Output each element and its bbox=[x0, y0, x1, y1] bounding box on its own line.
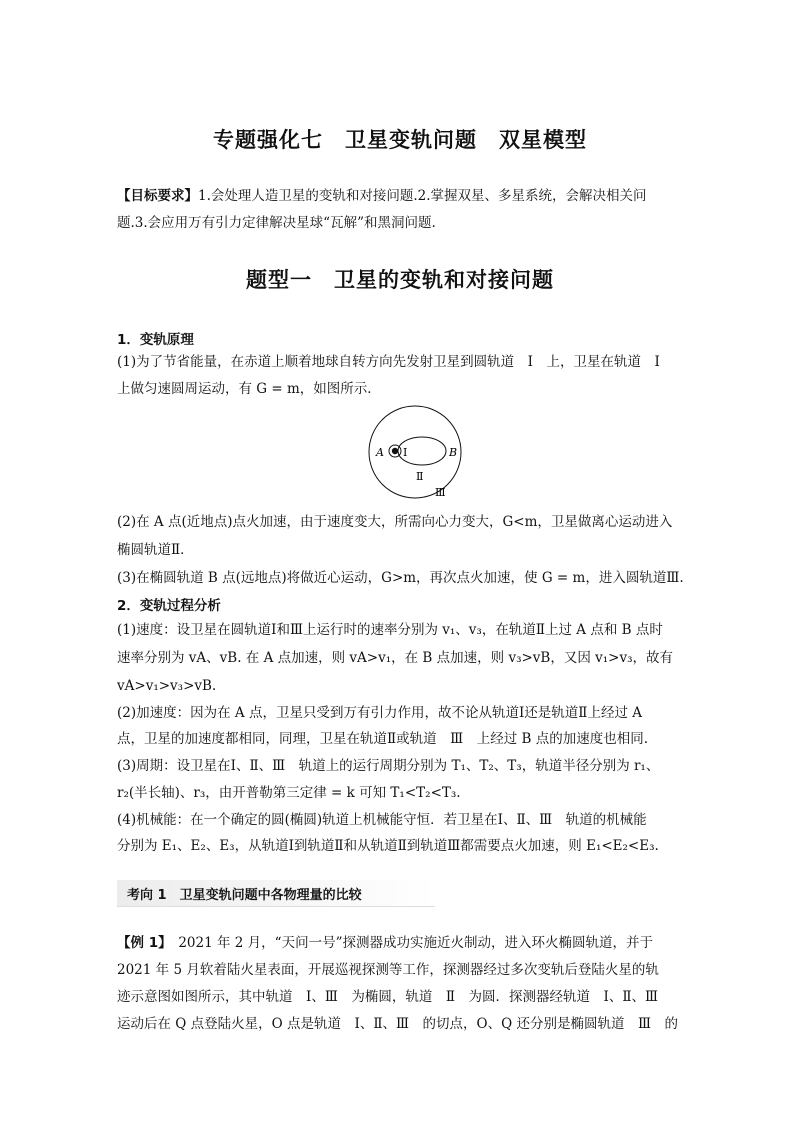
objectives-line-1 bbox=[117, 186, 687, 206]
page-title: 专题强化七 卫星变轨问题 双星模型 bbox=[213, 128, 587, 152]
example-line-2: 2021 年 5 月软着陆火星表面，开展巡视探测等工作，探测器经过多次变轨后登陆火星的轨 bbox=[117, 962, 659, 978]
energy-line-2: 分别为 E₁、E₂、E₃，从轨道Ⅰ到轨道Ⅱ和从轨道Ⅱ到轨道Ⅲ都需要点火加速，则 E₁<E₂<E₃. bbox=[117, 838, 659, 854]
velocity-line-3: vA>v₁>v₃>vB. bbox=[117, 678, 217, 694]
acceleration-line-2: 点，卫星的加速度都相同，同理，卫星在轨道Ⅱ或轨道 Ⅲ 上经过 B 点的加速度也相同. bbox=[117, 731, 648, 747]
section-title: 题型一 卫星的变轨和对接问题 bbox=[246, 268, 554, 292]
example-line-4: 运动后在 Q 点登陆火星，O 点是轨道 Ⅰ、Ⅱ、Ⅲ 的切点，O、Q 还分别是椭圆轨道 Ⅲ 的 bbox=[117, 1016, 678, 1032]
earth-dot bbox=[392, 448, 398, 454]
objectives-text-1: 1.会处理人造卫星的变轨和对接问题.2.掌握双星、多星系统，会解决相关问 bbox=[198, 188, 647, 204]
example-line-1 bbox=[117, 933, 687, 953]
objectives-line-2: 题.3.会应用万有引力定律解决星球“瓦解”和黑洞问题. bbox=[117, 215, 436, 231]
heading-principle: 1．变轨原理 bbox=[117, 332, 194, 348]
velocity-line-1: (1)速度：设卫星在圆轨道Ⅰ和Ⅲ上运行时的速率分别为 v₁、v₃，在轨道Ⅱ上过 A 点和 B 点时 bbox=[117, 622, 663, 638]
objectives-label: 【目标要求】 bbox=[117, 188, 198, 204]
topic-banner bbox=[117, 880, 435, 907]
label-I: Ⅰ bbox=[403, 446, 408, 459]
principle-p1-line-2: 上做匀速圆周运动，有 G = m，如图所示． bbox=[117, 381, 381, 397]
period-line-2: r₂(半长轴)、r₃，由开普勒第三定律 = k 可知 T₁<T₂<T₃. bbox=[117, 785, 461, 801]
acceleration-line-1: (2)加速度：因为在 A 点，卫星只受到万有引力作用，故不论从轨道Ⅰ还是轨道Ⅱ上经过 A bbox=[117, 705, 643, 721]
principle-p3-line-1: (3)在椭圆轨道 B 点(远地点)将做近心运动，G>m，再次点火加速，使 G = m，进入圆轨道Ⅲ. bbox=[117, 570, 684, 586]
energy-line-1: (4)机械能：在一个确定的圆(椭圆)轨道上机械能守恒．若卫星在Ⅰ、Ⅱ、Ⅲ 轨道的机械能 bbox=[117, 812, 647, 828]
orbit-diagram bbox=[360, 405, 470, 501]
principle-p2-line-2: 椭圆轨道Ⅱ． bbox=[117, 542, 194, 558]
label-II: Ⅱ bbox=[416, 470, 424, 483]
heading-analysis: 2．变轨过程分析 bbox=[117, 598, 221, 614]
principle-p1-line-1: (1)为了节省能量，在赤道上顺着地球自转方向先发射卫星到圆轨道 Ⅰ 上，卫星在轨道 Ⅰ bbox=[117, 354, 660, 370]
example-label: 【例 1】 bbox=[117, 935, 165, 951]
velocity-line-2: 速率分别为 vA、vB. 在 A 点加速，则 vA>v₁，在 B 点加速，则 v₃>vB，又因 v₁>v₃，故有 bbox=[117, 650, 674, 666]
topic-banner-text: 考向 1 卫星变轨问题中各物理量的比较 bbox=[127, 888, 362, 903]
label-III: Ⅲ bbox=[435, 486, 446, 499]
label-A: A bbox=[376, 446, 384, 459]
label-B: B bbox=[449, 446, 458, 459]
example-text-1: 2021 年 2 月，“天问一号”探测器成功实施近火制动，进入环火椭圆轨道，并于 bbox=[178, 935, 653, 951]
period-line-1: (3)周期：设卫星在Ⅰ、Ⅱ、Ⅲ 轨道上的运行周期分别为 T₁、T₂、T₃，轨道半径分别为 r₁、 bbox=[117, 758, 660, 774]
principle-p2-line-1: (2)在 A 点(近地点)点火加速，由于速度变大，所需向心力变大，G<m，卫星做离心运动进入 bbox=[117, 514, 673, 530]
example-line-3: 迹示意图如图所示，其中轨道 Ⅰ、Ⅲ 为椭圆，轨道 Ⅱ 为圆．探测器经轨道 Ⅰ、Ⅱ、Ⅲ bbox=[117, 989, 659, 1005]
